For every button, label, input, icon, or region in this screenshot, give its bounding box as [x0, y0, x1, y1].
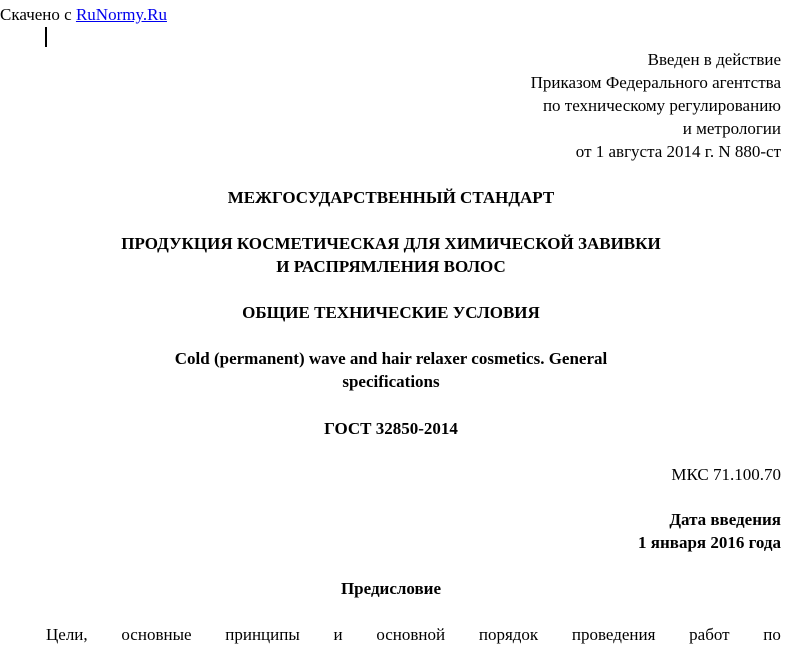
- preface-word: порядок: [478, 625, 539, 644]
- approval-line: и метрологии: [682, 119, 781, 138]
- english-title-line1: Cold (permanent) wave and hair relaxer cosmetics. General: [174, 349, 608, 368]
- english-title-line2: specifications: [342, 372, 440, 391]
- preface-word: принципы: [225, 625, 300, 644]
- intro-date-value: 1 января 2016 года: [638, 533, 781, 552]
- product-title: [0, 232, 782, 278]
- source-link[interactable]: RuNormy.Ru: [75, 5, 167, 24]
- approval-block: [531, 48, 781, 163]
- gost-number: [0, 417, 782, 440]
- standard-type-title: [0, 186, 782, 209]
- product-title-line1: ПРОДУКЦИЯ КОСМЕТИЧЕСКАЯ ДЛЯ ХИМИЧЕСКОЙ ЗАВИВКИ: [121, 234, 661, 253]
- product-title-line2: И РАСПРЯМЛЕНИЯ ВОЛОС: [276, 257, 506, 276]
- approval-line: Приказом Федерального агентства: [530, 73, 781, 92]
- preface-word: проведения: [571, 625, 656, 644]
- text-cursor: [45, 27, 47, 47]
- preface-word: Цели,: [46, 625, 88, 644]
- gost-number-text: ГОСТ 32850-2014: [324, 419, 458, 438]
- approval-line: по техническому регулированию: [542, 96, 781, 115]
- standard-type-text: МЕЖГОСУДАРСТВЕННЫЙ СТАНДАРТ: [227, 188, 555, 207]
- intro-date-label: Дата введения: [669, 510, 781, 529]
- preface-word: по: [763, 625, 781, 644]
- conditions-title-text: ОБЩИЕ ТЕХНИЧЕСКИЕ УСЛОВИЯ: [242, 303, 540, 322]
- english-title: [0, 347, 782, 393]
- preface-word: основной: [376, 625, 446, 644]
- preface-word: основные: [121, 625, 192, 644]
- approval-line: от 1 августа 2014 г. N 880-ст: [575, 142, 781, 161]
- downloaded-prefix: Скачено с: [0, 5, 72, 24]
- approval-line: Введен в действие: [647, 50, 781, 69]
- downloaded-from-line: [0, 3, 167, 26]
- preface-heading: Предисловие: [340, 579, 442, 598]
- intro-date-block: [638, 508, 781, 554]
- mks-code: МКС 71.100.70: [671, 465, 781, 484]
- preface-word: и: [333, 625, 343, 644]
- conditions-title: [0, 301, 782, 324]
- preface-word: работ: [689, 625, 730, 644]
